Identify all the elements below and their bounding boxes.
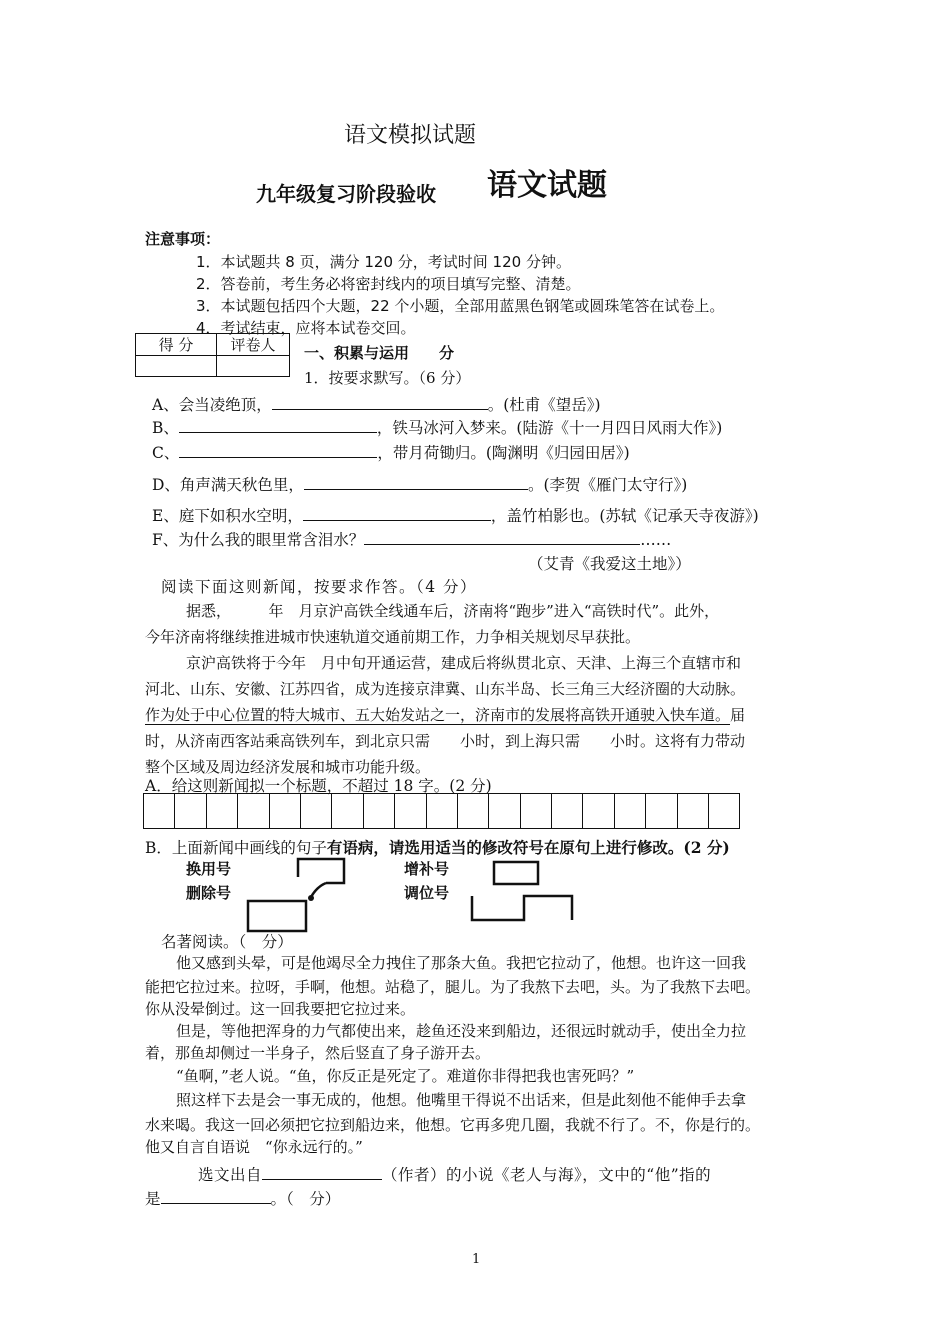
grid-cell[interactable] <box>395 794 426 828</box>
grid-cell[interactable] <box>427 794 458 828</box>
notice-item: 3．本试题包括四个大题，22 个小题，全部用蓝黑色钢笔或圆珠笔答在试卷上。 <box>196 297 725 315</box>
grid-cell[interactable] <box>207 794 238 828</box>
author-blank[interactable] <box>262 1162 382 1180</box>
dictation-e: E、庭下如积水空明， ，盖竹柏影也。(苏轼《记承天寺夜游》) <box>152 503 759 526</box>
reading-line: 着，那鱼却侧过一半身子，然后竖直了身子游开去。 <box>145 1044 491 1062</box>
reading-line: 水来喝。我这一回必须把它拉到船边来，他想。它再多兜几圈，我就不行了。不，你是行的。 <box>145 1116 761 1134</box>
grid-cell[interactable] <box>458 794 489 828</box>
dictation-c: C、 ，带月荷锄归。(陶渊明《归园田居》) <box>152 440 630 463</box>
answer-blank[interactable] <box>272 392 488 410</box>
news-faulty-sentence: 作为处于中心位置的特大城市、五大始发站之一，济南市的发展将高铁开通驶入快车道。届 <box>145 706 746 724</box>
dictation-a: A、会当凌绝顶， 。(杜甫《望岳》) <box>152 392 601 415</box>
dictation-d: D、角声满天秋色里， 。(李贺《雁门太守行》) <box>152 472 687 495</box>
reading-line: 但是，等他把浑身的力气都使出来，趁鱼还没来到船边，还很远时就动手，使出全力拉 <box>176 1022 747 1040</box>
reading-line: 他又感到头晕，可是他竭尽全力拽住了那条大鱼。我把它拉动了，他想。也许这一回我 <box>176 954 747 972</box>
dictation-b: B、 ，铁马冰河入梦来。(陆游《十一月四日风雨大作》) <box>152 415 722 438</box>
grid-cell[interactable] <box>678 794 709 828</box>
score-header: 得 分 <box>136 334 217 356</box>
title-answer-grid <box>143 793 740 829</box>
symbol-label-transpose: 调位号 <box>404 884 450 902</box>
character-blank[interactable] <box>161 1186 271 1204</box>
answer-blank[interactable] <box>303 503 491 521</box>
grid-cell[interactable] <box>583 794 614 828</box>
score-table <box>135 333 290 377</box>
question-1: 1．按要求默写。（6 分） <box>304 369 471 387</box>
answer-blank[interactable] <box>304 472 528 490</box>
reading-line: 照这样下去是会一事无成的，他想。他嘴里干得说不出话来，但是此刻他不能伸手去拿 <box>176 1091 747 1109</box>
insert-transpose-symbols-icon <box>464 856 584 928</box>
grid-cell[interactable] <box>646 794 677 828</box>
news-line: 京沪高铁将于今年 月中旬开通运营，建成后将纵贯北京、天津、上海三个直辖市和 <box>186 654 742 672</box>
paper-title-grade: 九年级复习阶段验收 <box>256 182 436 206</box>
page-number: 1 <box>472 1252 481 1267</box>
news-line: 今年济南将继续推进城市快速轨道交通前期工作，力争相关规划尽早获批。 <box>145 628 641 646</box>
news-line: 据悉， 年 月京沪高铁全线通车后，济南将“跑步”进入“高铁时代”。此外， <box>186 602 720 620</box>
grid-cell[interactable] <box>709 794 740 828</box>
dictation-f-source: （艾青《我爱这土地》） <box>528 555 691 573</box>
score-cell[interactable] <box>136 356 217 377</box>
reading-line: “鱼啊，”老人说。“鱼，你反正是死定了。难道你非得把我也害死吗？” <box>176 1067 635 1085</box>
reading-line: 你从没晕倒过。这一回我要把它拉过来。 <box>145 1000 416 1018</box>
paper-title-subject: 语文试题 <box>487 168 607 203</box>
question-a: A．给这则新闻拟一个标题，不超过 18 字。(2 分) <box>145 777 492 795</box>
grid-cell[interactable] <box>521 794 552 828</box>
notice-item: 4．考试结束，应将本试卷交回。 <box>196 319 416 337</box>
symbol-label-insert: 增补号 <box>404 860 450 878</box>
grid-cell[interactable] <box>301 794 332 828</box>
grid-cell[interactable] <box>615 794 646 828</box>
reading-line: 他又自言自语说 “你永远行的。” <box>145 1138 363 1156</box>
grid-cell[interactable] <box>270 794 301 828</box>
grader-header: 评卷人 <box>217 334 290 356</box>
symbol-label-replace: 换用号 <box>186 860 232 878</box>
answer-blank[interactable] <box>364 527 640 545</box>
reading-question-line2: 是 。（ 分） <box>145 1186 340 1209</box>
answer-blank[interactable] <box>179 415 377 433</box>
answer-blank[interactable] <box>179 440 377 458</box>
grid-cell[interactable] <box>552 794 583 828</box>
grid-cell[interactable] <box>238 794 269 828</box>
dictation-f: F、为什么我的眼里常含泪水？ …… <box>152 527 671 550</box>
news-line: 时，从济南西客站乘高铁列车，到北京只需 小时，到上海只需 小时。这将有力带动 <box>145 732 746 750</box>
reading-heading: 名著阅读。（ 分） <box>161 933 293 951</box>
reading-line: 能把它拉过来。拉呀，手啊，他想。站稳了，腿儿。为了我熬下去吧，头。为了我熬下去吧。 <box>145 978 761 996</box>
replace-delete-symbols-icon <box>244 855 364 935</box>
grid-cell[interactable] <box>175 794 206 828</box>
news-instruction: 阅读下面这则新闻，按要求作答。（4 分） <box>161 578 478 596</box>
news-line: 河北、山东、安徽、江苏四省，成为连接京津冀、山东半岛、长三角三大经济圈的大动脉。 <box>145 680 746 698</box>
reading-question-line1: 选文出自 （作者）的小说《老人与海》，文中的“他”指的 <box>198 1162 711 1185</box>
grid-cell[interactable] <box>364 794 395 828</box>
grid-cell[interactable] <box>489 794 520 828</box>
notice-item: 1．本试题共 8 页，满分 120 分，考试时间 120 分钟。 <box>196 253 571 271</box>
grader-cell[interactable] <box>217 356 290 377</box>
notice-item: 2．答卷前，考生务必将密封线内的项目填写完整、清楚。 <box>196 275 581 293</box>
paper-subtitle: 语文模拟试题 <box>344 123 477 148</box>
news-line: 整个区域及周边经济发展和城市功能升级。 <box>145 758 431 776</box>
question-b: B．上面新闻中画线的句子有语病，请选用适当的修改符号在原句上进行修改。(2 分) <box>145 838 730 857</box>
symbol-label-delete: 删除号 <box>186 884 232 902</box>
notice-heading: 注意事项： <box>145 230 221 248</box>
grid-cell[interactable] <box>332 794 363 828</box>
grid-cell[interactable] <box>144 794 175 828</box>
section-title: 一、积累与运用 分 <box>304 344 455 362</box>
